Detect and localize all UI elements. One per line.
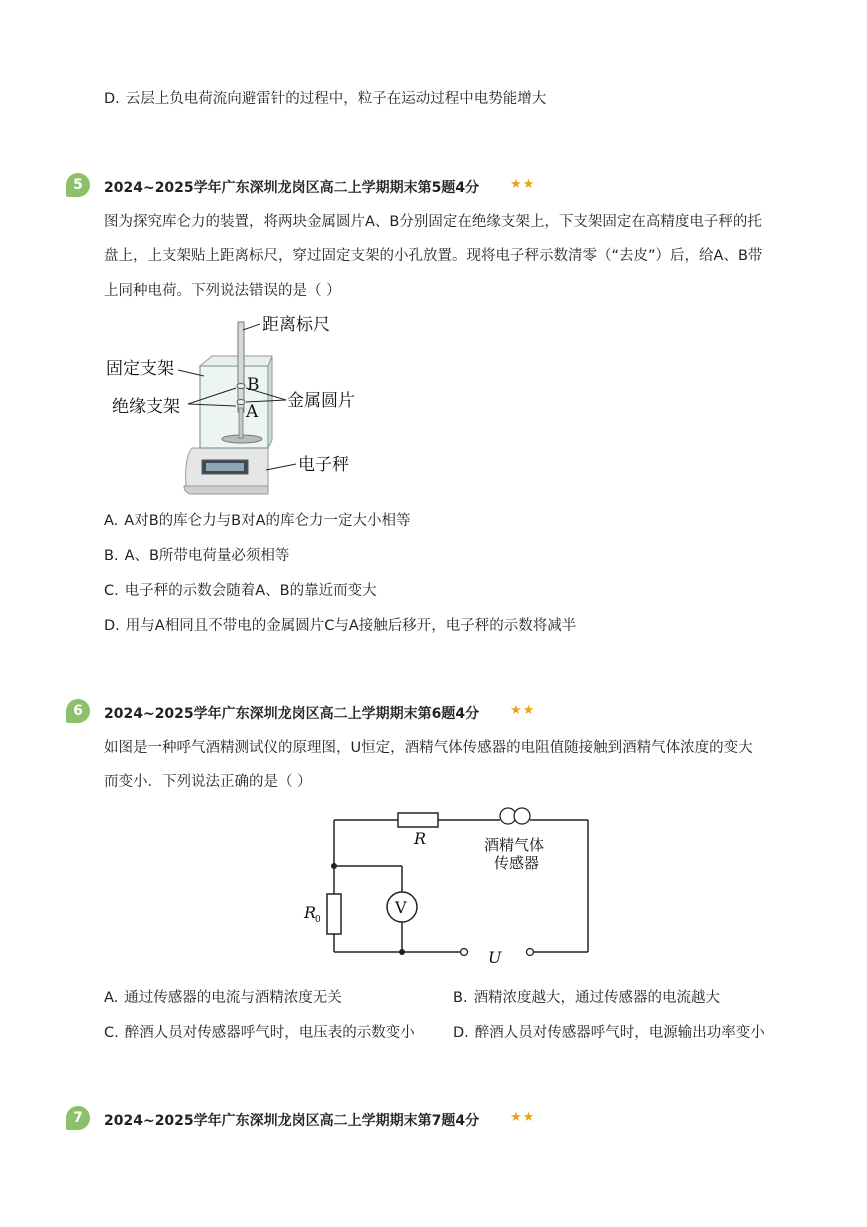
question-header: 2024~2025学年广东深圳龙岗区高二上学期期末第6题4分	[104, 706, 480, 722]
label-electronic-scale: 电子秤	[298, 455, 349, 475]
question-stem-line: 图为探究库仑力的装置，将两块金属圆片A、B分别固定在绝缘支架上，下支架固定在高精度电子秤的托	[104, 214, 762, 230]
question-header: 2024~2025学年广东深圳龙岗区高二上学期期末第7题4分	[104, 1113, 480, 1129]
q5-option-c: C. 电子秤的示数会随着A、B的靠近而变大	[104, 583, 377, 599]
label-r0-subscript: 0	[315, 915, 321, 925]
label-u: U	[488, 948, 502, 967]
q5-option-b: B. A、B所带电荷量必须相等	[104, 548, 290, 564]
question-stem-line: 如图是一种呼气酒精测试仪的原理图，U恒定，酒精气体传感器的电阻值随接触到酒精气体浓度的变大	[104, 740, 753, 756]
alcohol-tester-circuit-figure	[298, 800, 614, 980]
question-number-badge: 6	[66, 699, 90, 723]
question-stem-line: 盘上，上支架贴上距离标尺，穿过固定支架的小孔放置。现将电子秤示数清零（“去皮”）后，给A、B带	[104, 248, 763, 264]
q6-option-a: A. 通过传感器的电流与酒精浓度无关	[104, 990, 342, 1006]
question-number-badge: 7	[66, 1106, 90, 1130]
label-distance-ruler: 距离标尺	[262, 315, 330, 335]
q4-option-d: D. 云层上负电荷流向避雷针的过程中，粒子在运动过程中电势能增大	[104, 91, 547, 107]
label-sensor-line2: 传感器	[494, 854, 540, 872]
q5-option-d: D. 用与A相同且不带电的金属圆片C与A接触后移开，电子秤的示数将减半	[104, 618, 577, 634]
label-fixed-stand: 固定支架	[106, 359, 174, 379]
difficulty-stars: ★★	[510, 1110, 536, 1125]
question-stem-line: 上同种电荷。下列说法错误的是（ ）	[104, 283, 341, 299]
label-voltmeter: V	[395, 898, 407, 917]
label-r0: R	[304, 903, 317, 922]
label-disc-b: B	[247, 375, 260, 395]
q6-option-b: B. 酒精浓度越大，通过传感器的电流越大	[453, 990, 721, 1006]
q6-option-d: D. 醉酒人员对传感器呼气时，电源输出功率变小	[453, 1025, 765, 1041]
label-insulating-stand: 绝缘支架	[112, 397, 180, 417]
q6-option-c: C. 醉酒人员对传感器呼气时，电压表的示数变小	[104, 1025, 415, 1041]
coulomb-balance-figure	[100, 308, 370, 500]
q5-option-a: A. A对B的库仑力与B对A的库仑力一定大小相等	[104, 513, 411, 529]
question-header: 2024~2025学年广东深圳龙岗区高二上学期期末第5题4分	[104, 180, 480, 196]
question-number-badge: 5	[66, 173, 90, 197]
label-sensor-line1: 酒精气体	[484, 836, 545, 854]
label-r: R	[414, 829, 427, 848]
label-disc-a: A	[246, 402, 259, 422]
difficulty-stars: ★★	[510, 177, 536, 192]
label-metal-disc: 金属圆片	[287, 391, 355, 411]
question-stem-line: 而变小．下列说法正确的是（ ）	[104, 774, 312, 790]
difficulty-stars: ★★	[510, 703, 536, 718]
